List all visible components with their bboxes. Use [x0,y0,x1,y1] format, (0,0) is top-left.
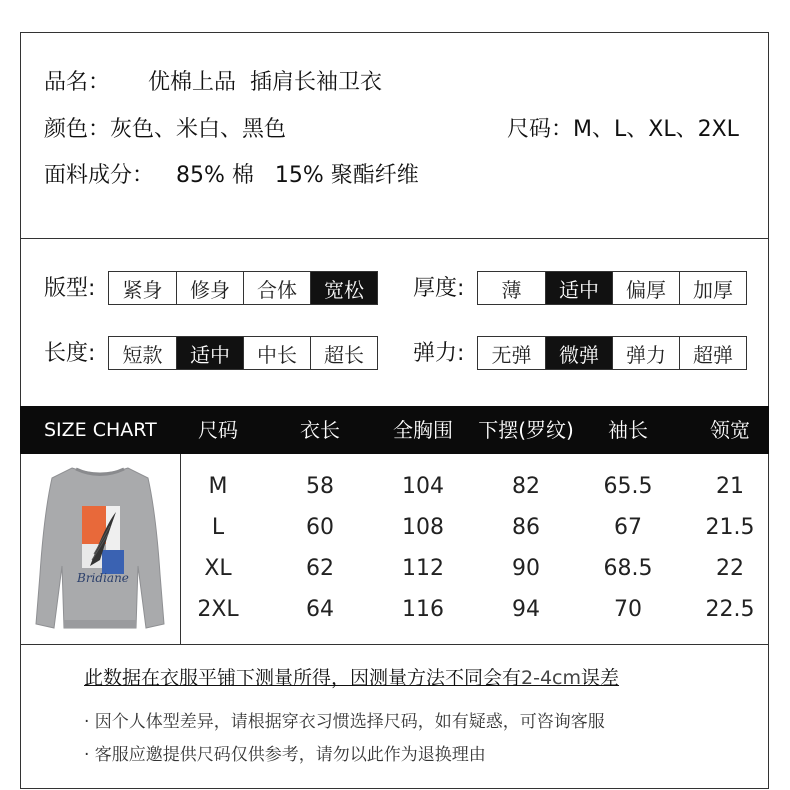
thickness-options [477,271,747,305]
print-text: Bridiane [77,571,129,585]
sweatshirt-icon [20,454,180,644]
note-text: 此数据在衣服平铺下测量所得，因测量方法不同会有 [84,667,522,689]
size-cell: 70 [614,597,642,622]
product-image [20,454,181,644]
thickness-option: 加厚 [679,272,746,304]
fit-option: 宽松 [310,272,377,304]
size-cell: 2XL [197,597,239,622]
size-cell: 108 [402,515,444,540]
size-cell: 64 [306,597,334,622]
size-cell: 112 [402,556,444,581]
product-size-row [507,115,739,145]
product-fabric-label: 面料成分： [44,163,155,188]
size-chart-header [20,406,769,454]
length-option: 适中 [176,337,243,369]
thickness-option: 偏厚 [612,272,679,304]
elasticity-option: 微弹 [545,337,612,369]
product-name-value: 优棉上品 插肩长袖卫衣 [148,70,383,95]
column-header: 领宽 [710,418,750,442]
fit-label: 版型: [44,276,96,301]
length-options [108,336,378,370]
size-cell: 65.5 [603,474,653,499]
size-cell: 90 [512,556,540,581]
thickness-option: 适中 [545,272,612,304]
section-divider [20,238,769,239]
product-size-value: M、L、XL、2XL [573,117,739,142]
elasticity-option: 无弹 [491,342,532,367]
note-highlight: 2-4cm [521,667,582,689]
length-option: 短款 [122,342,163,367]
elasticity-option: 弹力 [612,337,679,369]
product-fabric-value: 85% 棉 15% 聚酯纤维 [176,163,419,188]
product-name-label: 品名： [44,70,111,95]
thickness-label: 厚度: [413,276,465,301]
product-name-row [44,68,382,98]
length-label: 长度: [44,341,96,366]
size-cell: 94 [512,597,540,622]
size-cell: 68.5 [603,556,653,581]
product-color-label: 颜色： [44,117,111,142]
measurement-note [84,664,619,692]
column-header: 衣长 [300,418,340,442]
size-cell: 60 [306,515,334,540]
fit-option: 合体 [243,272,310,304]
size-cell: 21.5 [705,515,755,540]
size-cell: M [208,474,228,499]
size-chart-title: SIZE CHART [44,419,157,441]
column-header: 全胸围 [393,418,453,442]
size-cell: 22 [716,556,744,581]
size-chart-body [20,454,769,644]
size-cell: L [211,515,225,540]
fit-option: 修身 [176,272,243,304]
fit-option: 紧身 [122,277,163,302]
note-item: · 因个人体型差异，请根据穿衣习惯选择尺码，如有疑惑，可咨询客服 [84,712,605,732]
product-color-value: 灰色、米白、黑色 [110,117,287,142]
size-cell: XL [204,556,232,581]
size-cell: 58 [306,474,334,499]
elasticity-label: 弹力: [413,341,465,366]
elasticity-option: 超弹 [679,337,746,369]
size-cell: 67 [614,515,642,540]
size-cell: 22.5 [705,597,755,622]
size-cell: 104 [402,474,444,499]
column-header: 下摆(罗纹) [478,418,574,442]
size-cell: 86 [512,515,540,540]
thickness-option: 薄 [501,277,522,302]
section-divider [20,644,769,645]
note-item: · 客服应邀提供尺码仅供参考，请勿以此作为退换理由 [84,745,486,765]
fit-options [108,271,378,305]
size-cell: 82 [512,474,540,499]
size-cell: 21 [716,474,744,499]
product-size-label: 尺码： [507,117,574,142]
note-text: 误差 [581,667,620,689]
length-option: 中长 [243,337,310,369]
size-cell: 62 [306,556,334,581]
product-color-row [44,115,286,145]
elasticity-options [477,336,747,370]
column-header: 袖长 [608,418,648,442]
length-option: 超长 [310,337,377,369]
column-header: 尺码 [198,418,238,442]
size-cell: 116 [402,597,444,622]
product-fabric-row [44,161,419,191]
